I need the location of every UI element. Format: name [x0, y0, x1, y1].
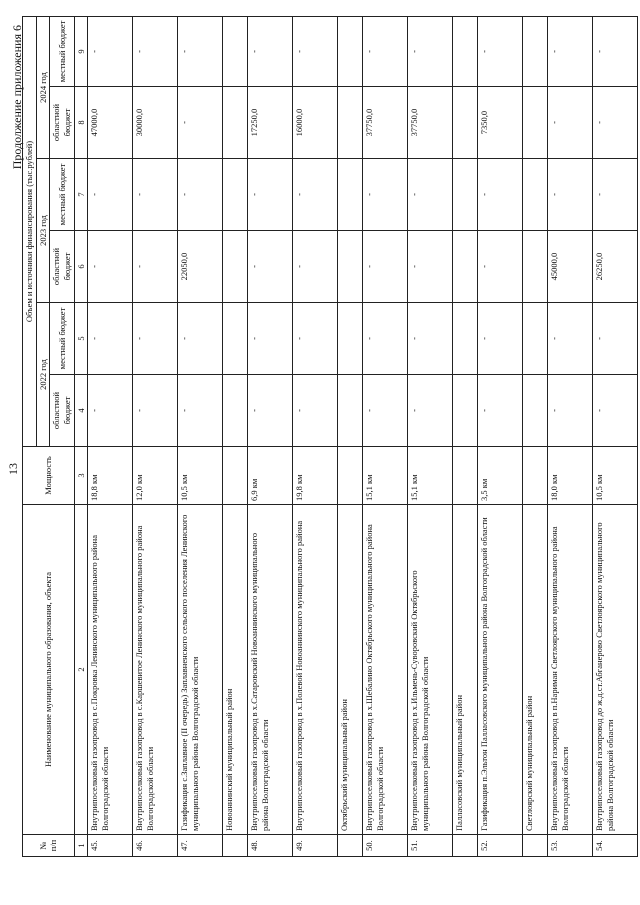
header-regional: областной бюджет — [50, 375, 74, 447]
funding-value: - — [293, 231, 338, 303]
column-index-cell: 4 — [74, 375, 88, 447]
header-num: № п/п — [23, 835, 75, 857]
funding-value: - — [593, 375, 638, 447]
header-2023: 2023 год — [36, 159, 50, 303]
column-index-row — [74, 16, 88, 856]
table-row — [293, 16, 338, 856]
row-number: 45. — [88, 835, 133, 857]
section-title: Светлоярский муниципальный район — [523, 505, 548, 835]
funding-value: - — [133, 303, 178, 375]
funding-value: - — [88, 303, 133, 375]
table-row — [593, 16, 638, 856]
row-number: 47. — [178, 835, 223, 857]
funding-value: - — [363, 16, 408, 86]
funding-value: - — [248, 303, 293, 375]
capacity-value: 19,8 км — [293, 447, 338, 505]
section-empty-cell — [453, 303, 478, 375]
funding-value: - — [408, 159, 453, 231]
table-row — [248, 16, 293, 856]
section-empty-cell — [523, 16, 548, 86]
section-row — [338, 16, 363, 856]
section-empty-cell — [453, 87, 478, 159]
capacity-value: 18,0 км — [548, 447, 593, 505]
column-index-cell: 1 — [74, 835, 88, 857]
funding-value: - — [178, 159, 223, 231]
capacity-value: 10,5 км — [593, 447, 638, 505]
header-funding: Объем и источники финансирования (тыс.рублей) — [23, 16, 37, 446]
object-name: Внутрипоселковый газопровод в с.Покровка Ленинского муниципального района Волгоградской области — [88, 505, 133, 835]
section-empty-cell — [453, 375, 478, 447]
section-empty-cell — [523, 447, 548, 505]
funding-value: - — [133, 231, 178, 303]
funding-value: - — [363, 303, 408, 375]
row-number: 50. — [363, 835, 408, 857]
funding-value: - — [593, 303, 638, 375]
section-empty-cell — [338, 303, 363, 375]
table-row — [88, 16, 133, 856]
funding-value: - — [178, 303, 223, 375]
row-number: 53. — [548, 835, 593, 857]
capacity-value: 6,9 км — [248, 447, 293, 505]
funding-value: - — [478, 159, 523, 231]
section-empty-cell — [338, 447, 363, 505]
funding-value: - — [88, 159, 133, 231]
funding-value: 45000,0 — [548, 231, 593, 303]
table-row — [548, 16, 593, 856]
funding-value: - — [248, 375, 293, 447]
funding-value: - — [548, 375, 593, 447]
section-row — [223, 16, 248, 856]
object-name: Внутрипоселковый газопровод в х.Сатаровский Новоаннинского муниципального района Волгоградской области — [248, 505, 293, 835]
header-regional: областной бюджет — [50, 87, 74, 159]
header-capacity: Мощность — [23, 447, 75, 505]
funding-value: - — [363, 231, 408, 303]
funding-value: - — [408, 231, 453, 303]
header-local: местный бюджет — [50, 159, 74, 231]
object-name: Внутрипоселковый газопровод до ж.д.ст.Абганерово Светлоярского муниципального района Волгоградской области — [593, 505, 638, 835]
table-row — [408, 16, 453, 856]
object-name: Внутрипоселковый газопровод в х.Ильмень-Суворовский Октябрьского муниципального района Волгоградской области — [408, 505, 453, 835]
object-name: Внутрипоселковый газопровод в х.Шебалино Октябрьского муниципального района Волгоградской области — [363, 505, 408, 835]
object-name: Газификация с.Заплавное (II очередь) Заплавненского сельского поселения Ленинского муниципального района Волгоградской области — [178, 505, 223, 835]
section-empty-cell — [223, 87, 248, 159]
section-title: Новоаннинский муниципальный район — [223, 505, 248, 835]
column-index-cell: 2 — [74, 505, 88, 835]
funding-value: - — [248, 231, 293, 303]
header-local: местный бюджет — [50, 16, 74, 86]
section-empty-cell — [338, 87, 363, 159]
header-local: местный бюджет — [50, 303, 74, 375]
section-empty-cell — [223, 303, 248, 375]
section-empty-cell — [223, 447, 248, 505]
capacity-value: 18,8 км — [88, 447, 133, 505]
funding-value: - — [248, 16, 293, 86]
section-empty-cell — [338, 16, 363, 86]
section-empty-cell — [523, 835, 548, 857]
funding-value: - — [178, 375, 223, 447]
funding-value: - — [593, 87, 638, 159]
header-2024: 2024 год — [36, 16, 50, 158]
header-2022: 2022 год — [36, 303, 50, 447]
funding-value: 16000,0 — [293, 87, 338, 159]
funding-value: - — [593, 159, 638, 231]
row-number: 49. — [293, 835, 338, 857]
funding-value: - — [478, 303, 523, 375]
section-empty-cell — [223, 159, 248, 231]
section-empty-cell — [223, 835, 248, 857]
section-empty-cell — [338, 159, 363, 231]
funding-value: 30000,0 — [133, 87, 178, 159]
table-row — [478, 16, 523, 856]
funding-value: - — [88, 16, 133, 86]
funding-value: - — [478, 16, 523, 86]
funding-value: - — [548, 159, 593, 231]
funding-value: - — [178, 16, 223, 86]
funding-value: - — [88, 375, 133, 447]
funding-value: - — [293, 16, 338, 86]
section-empty-cell — [453, 231, 478, 303]
capacity-value: 10,5 км — [178, 447, 223, 505]
row-number: 48. — [248, 835, 293, 857]
funding-value: - — [593, 16, 638, 86]
row-number: 51. — [408, 835, 453, 857]
table-row — [363, 16, 408, 856]
column-index-cell: 3 — [74, 447, 88, 505]
object-name: Газификация п.Эльтон Палласовского муниципального района Волгоградской области — [478, 505, 523, 835]
section-empty-cell — [523, 303, 548, 375]
row-number: 54. — [593, 835, 638, 857]
table-body — [88, 16, 638, 856]
funding-value: - — [293, 375, 338, 447]
column-index-cell: 5 — [74, 303, 88, 375]
section-row — [523, 16, 548, 856]
section-empty-cell — [223, 16, 248, 86]
section-empty-cell — [453, 447, 478, 505]
section-empty-cell — [453, 16, 478, 86]
funding-value: - — [478, 375, 523, 447]
section-empty-cell — [453, 159, 478, 231]
funding-value: - — [133, 159, 178, 231]
section-title: Октябрьский муниципальный район — [338, 505, 363, 835]
capacity-value: 12,0 км — [133, 447, 178, 505]
column-index-cell: 6 — [74, 231, 88, 303]
section-empty-cell — [338, 375, 363, 447]
section-row — [453, 16, 478, 856]
column-index-cell: 9 — [74, 16, 88, 86]
capacity-value: 15,1 км — [363, 447, 408, 505]
capacity-value: 3,5 км — [478, 447, 523, 505]
funding-value: - — [88, 231, 133, 303]
funding-value: 17250,0 — [248, 87, 293, 159]
funding-value: - — [363, 159, 408, 231]
funding-value: - — [133, 16, 178, 86]
object-name: Внутрипоселковый газопровод в с.Каршевитое Ленинского муниципального района Волгоградской области — [133, 505, 178, 835]
funding-value: - — [408, 16, 453, 86]
funding-value: - — [408, 375, 453, 447]
appendix-caption: Продолжение приложения 6 — [10, 25, 24, 170]
funding-value: 37750,0 — [363, 87, 408, 159]
page-number: 13 — [6, 463, 20, 475]
table-row — [133, 16, 178, 856]
section-empty-cell — [523, 231, 548, 303]
section-empty-cell — [523, 375, 548, 447]
funding-value: - — [363, 375, 408, 447]
funding-value: - — [133, 375, 178, 447]
section-empty-cell — [223, 375, 248, 447]
column-index-cell: 7 — [74, 159, 88, 231]
funding-value: - — [248, 159, 293, 231]
funding-value: 22050,0 — [178, 231, 223, 303]
funding-value: - — [293, 159, 338, 231]
funding-table — [22, 16, 638, 857]
section-empty-cell — [223, 231, 248, 303]
section-empty-cell — [453, 835, 478, 857]
capacity-value: 15,1 км — [408, 447, 453, 505]
header-regional: областной бюджет — [50, 231, 74, 303]
column-index-cell: 8 — [74, 87, 88, 159]
funding-value: 7350,0 — [478, 87, 523, 159]
funding-value: - — [178, 87, 223, 159]
section-empty-cell — [338, 835, 363, 857]
funding-value: - — [548, 303, 593, 375]
funding-value: 37750,0 — [408, 87, 453, 159]
object-name: Внутрипоселковый газопровод в х.Полевой Новоаннинского муниципального района — [293, 505, 338, 835]
funding-value: - — [478, 231, 523, 303]
funding-value: 26250,0 — [593, 231, 638, 303]
section-empty-cell — [523, 87, 548, 159]
row-number: 52. — [478, 835, 523, 857]
table-row — [178, 16, 223, 856]
header-name: Наименование муниципального образования, объекта — [23, 505, 75, 835]
object-name: Внутрипоселковый газопровод в п.Нариман Светлоярского муниципального района Волгоградской области — [548, 505, 593, 835]
section-empty-cell — [523, 159, 548, 231]
funding-value: - — [548, 16, 593, 86]
funding-value: 47000,0 — [88, 87, 133, 159]
funding-value: - — [293, 303, 338, 375]
funding-value: - — [548, 87, 593, 159]
section-empty-cell — [338, 231, 363, 303]
funding-value: - — [408, 303, 453, 375]
section-title: Палласовский муниципальный район — [453, 505, 478, 835]
row-number: 46. — [133, 835, 178, 857]
